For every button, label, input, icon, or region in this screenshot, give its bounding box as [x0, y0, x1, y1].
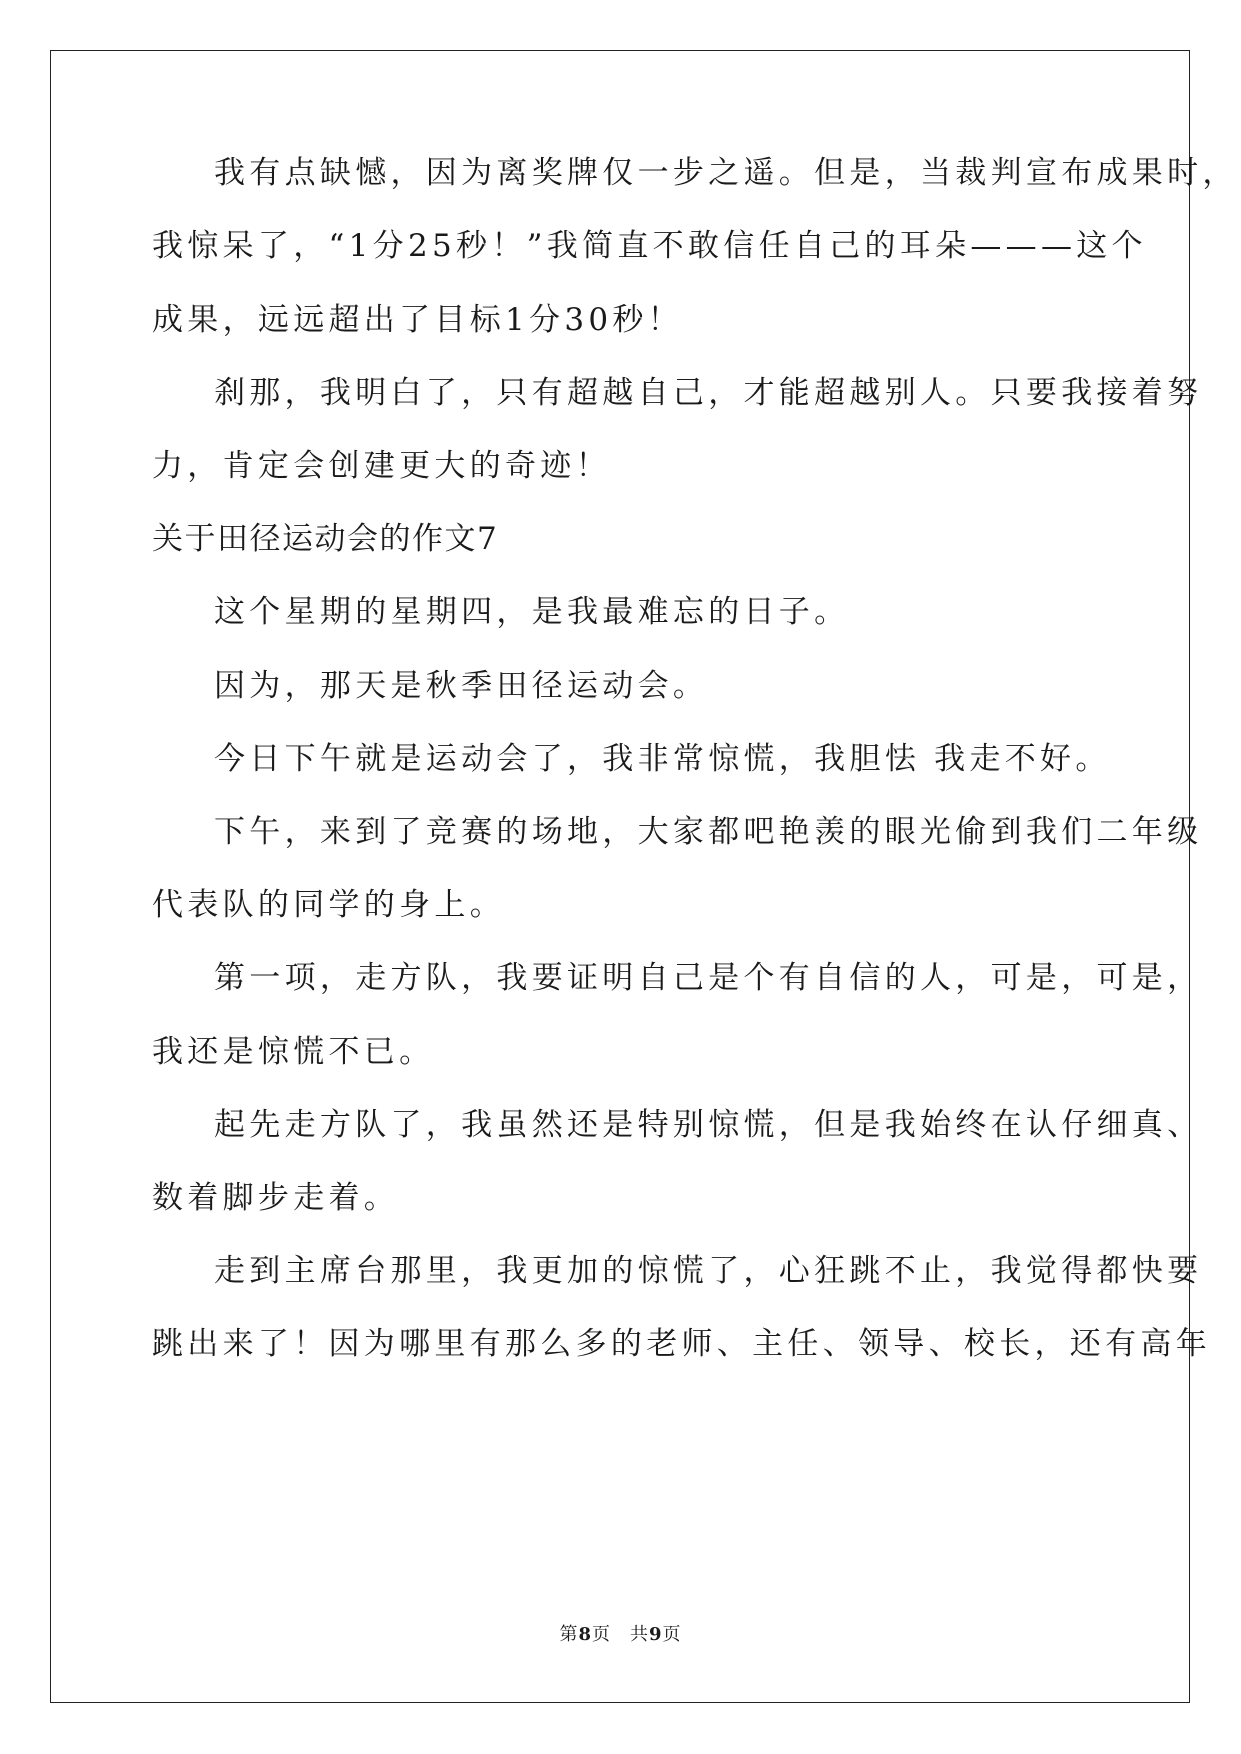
current-page-number: 8	[578, 1624, 592, 1645]
page-footer	[0, 1623, 1241, 1647]
paragraph-line: 我惊呆了，“1分25秒！”我简直不敢信任自己的耳朵———这个	[152, 228, 1147, 264]
paragraph-line: 数着脚步走着。	[152, 1180, 400, 1216]
page-border	[50, 50, 1190, 1703]
paragraph-line: 我还是惊慌不已。	[152, 1034, 435, 1070]
paragraph-line: 代表队的同学的身上。	[152, 887, 505, 923]
paragraph-line: 成果，远远超出了目标1分30秒！	[152, 302, 683, 338]
page-prefix: 第	[559, 1624, 579, 1645]
paragraph-line: 下午，来到了竞赛的场地，大家都吧艳羡的眼光偷到我们二年级	[214, 814, 1203, 850]
paragraph-line: 第一项，走方队，我要证明自己是个有自信的人，可是，可是，	[214, 960, 1203, 996]
paragraph-line: 起先走方队了，我虽然还是特别惊慌，但是我始终在认仔细真、	[214, 1107, 1203, 1143]
page-mid: 页 共	[592, 1624, 649, 1645]
paragraph-line: 这个星期的星期四，是我最难忘的日子。	[214, 594, 850, 630]
page-suffix: 页	[662, 1624, 682, 1645]
section-heading: 关于田径运动会的作文7	[152, 521, 499, 557]
paragraph-line: 走到主席台那里，我更加的惊慌了，心狂跳不止，我觉得都快要	[214, 1253, 1203, 1289]
total-page-number: 9	[649, 1624, 663, 1645]
paragraph-line: 今日下午就是运动会了，我非常惊慌，我胆怯 我走不好。	[214, 741, 1111, 777]
paragraph-line: 跳出来了！因为哪里有那么多的老师、主任、领导、校长，还有高年	[152, 1326, 1211, 1362]
paragraph-line: 因为，那天是秋季田径运动会。	[214, 668, 709, 704]
paragraph-line: 力，肯定会创建更大的奇迹！	[152, 448, 611, 484]
paragraph-line: 我有点缺憾，因为离奖牌仅一步之遥。但是，当裁判宣布成果时，	[214, 155, 1238, 191]
paragraph-line: 刹那，我明白了，只有超越自己，才能超越别人。只要我接着努	[214, 375, 1203, 411]
